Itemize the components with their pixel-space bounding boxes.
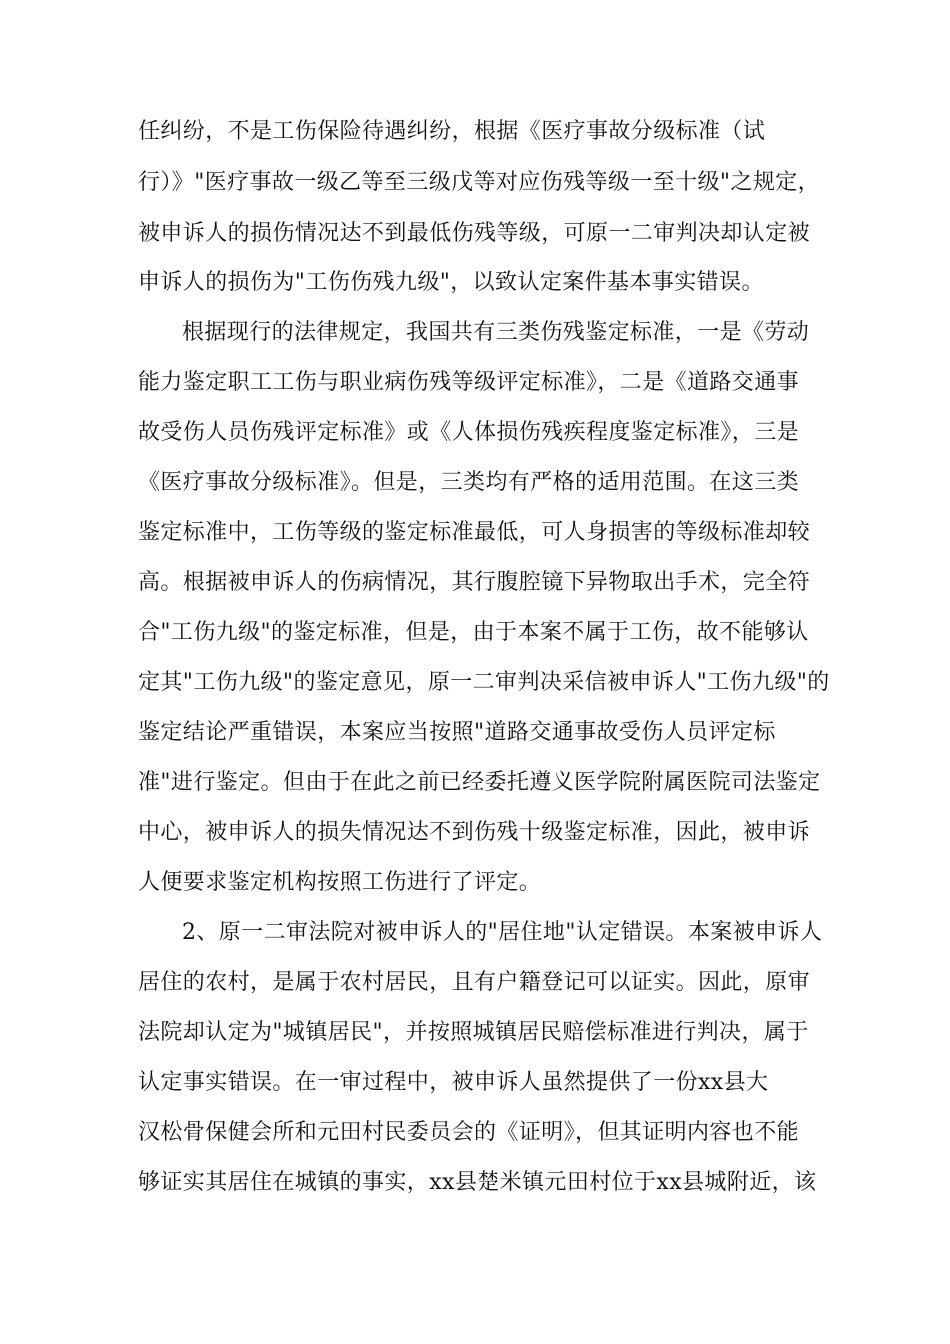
text-line: 合"工伤九级"的鉴定标准，但是，由于本案不属于工伤，故不能够认 bbox=[138, 620, 809, 645]
text-line: 汉松骨保健会所和元田村民委员会的《证明》，但其证明内容也不能 bbox=[138, 1120, 800, 1145]
text-line: 高。根据被申诉人的伤病情况，其行腹腔镜下异物取出手术，完全符 bbox=[138, 570, 811, 595]
text-line: 能力鉴定职工工伤与职业病伤残等级评定标准》，二是《道路交通事 bbox=[138, 370, 800, 395]
text-line: 被申诉人的损伤情况达不到最低伤残等级，可原一二审判决却认定被 bbox=[138, 221, 811, 246]
paragraph-start-line: 根据现行的法律规定，我国共有三类伤残鉴定标准，一是《劳动 bbox=[182, 320, 810, 345]
text-line: 《医疗事故分级标准》。但是，三类均有严格的适用范围。在这三类 bbox=[138, 470, 800, 495]
text-line: 故受伤人员伤残评定标准》或《人体损伤残疾程度鉴定标准》，三是 bbox=[138, 420, 800, 445]
text-line: 够证实其居住在城镇的事实，xx县楚米镇元田村位于xx县城附近，该 bbox=[138, 1170, 817, 1195]
text-line: 鉴定结论严重错误，本案应当按照"道路交通事故受伤人员评定标 bbox=[138, 720, 776, 745]
text-line: 申诉人的损伤为"工伤伤残九级"，以致认定案件基本事实错误。 bbox=[138, 270, 764, 295]
text-line: 人便要求鉴定机构按照工伤进行了评定。 bbox=[138, 870, 542, 895]
text-line: 定其"工伤九级"的鉴定意见，原一二审判决采信被申诉人"工伤九级"的 bbox=[138, 670, 830, 695]
text-line: 准"进行鉴定。但由于在此之前已经委托遵义医学院附属医院司法鉴定 bbox=[138, 770, 821, 795]
text-line: 居住的农村，是属于农村居民，且有户籍登记可以证实。因此，原审 bbox=[138, 970, 811, 995]
text-line: 任纠纷，不是工伤保险待遇纠纷，根据《医疗事故分级标准（试 bbox=[138, 119, 766, 144]
paragraph-start-line: 2、原一二审法院对被申诉人的"居住地"认定错误。本案被申诉人 bbox=[182, 920, 823, 945]
text-line: 鉴定标准中，工伤等级的鉴定标准最低，可人身损害的等级标准却较 bbox=[138, 520, 811, 545]
text-line: 中心，被申诉人的损失情况达不到伤残十级鉴定标准，因此，被申诉 bbox=[138, 820, 811, 845]
text-line: 认定事实错误。在一审过程中，被申诉人虽然提供了一份xx县大 bbox=[138, 1070, 769, 1095]
text-line: 法院却认定为"城镇居民"，并按照城镇居民赔偿标准进行判决，属于 bbox=[138, 1020, 809, 1045]
text-line: 行）》"医疗事故一级乙等至三级戊等对应伤残等级一至十级"之规定， bbox=[138, 170, 821, 195]
